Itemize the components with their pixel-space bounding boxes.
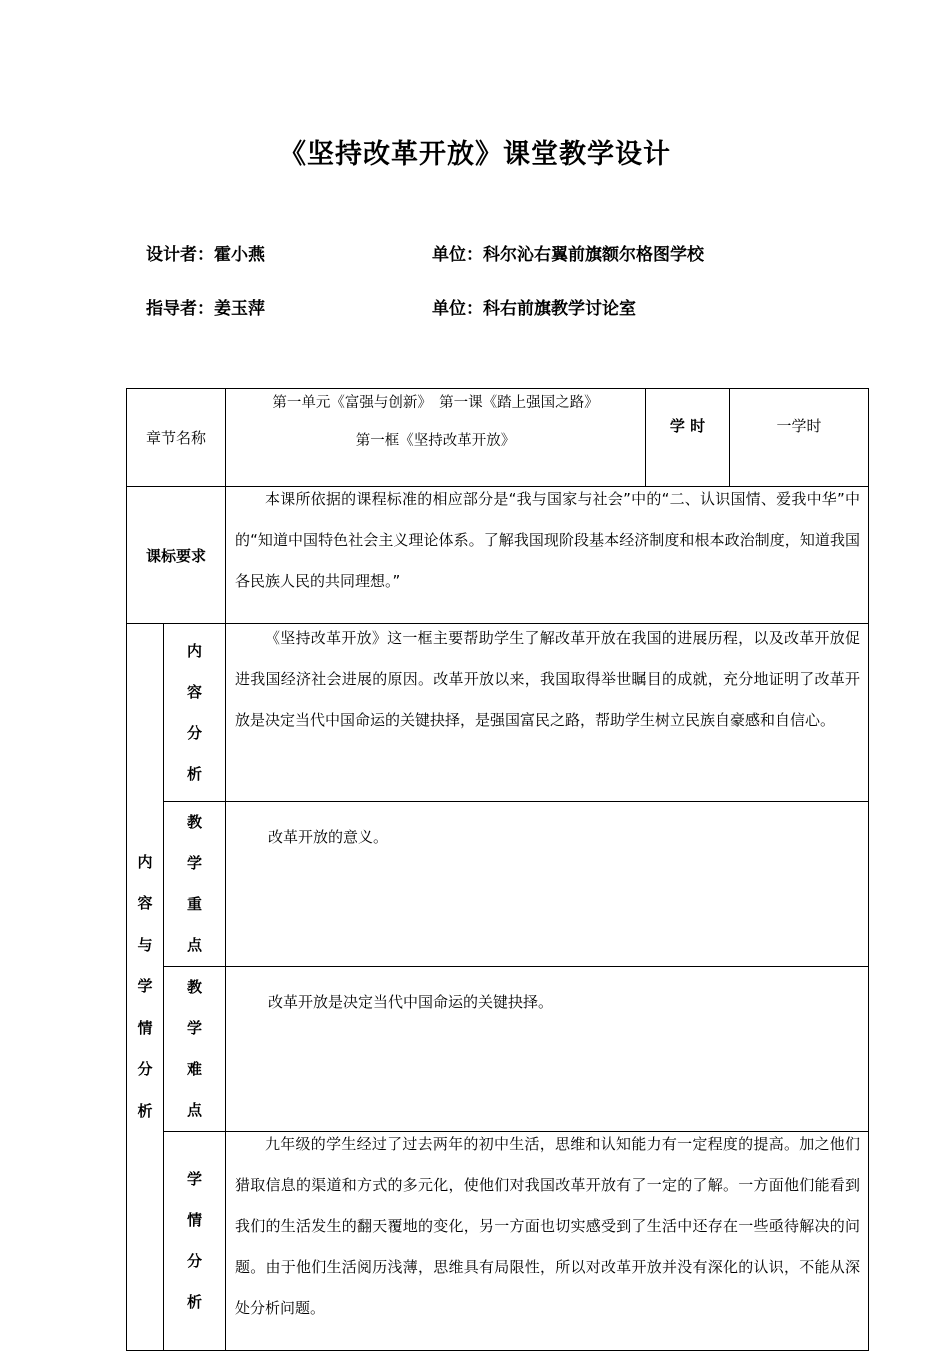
hours-label: 学 时 <box>669 417 706 435</box>
section-char: 容 <box>137 894 153 913</box>
standard-row <box>127 487 869 624</box>
content-text-cell <box>226 624 869 802</box>
advisor-label: 指导者：姜玉萍 <box>146 299 265 319</box>
chapter-label-cell <box>127 389 226 487</box>
section-char: 内 <box>137 852 153 871</box>
designer-unit: 单位：科尔沁右翼前旗额尔格图学校 <box>432 245 704 265</box>
chapter-line2: 第一框《坚持改革开放》 <box>355 433 516 449</box>
section-char: 分 <box>137 1060 153 1079</box>
key-label-cell <box>164 802 226 967</box>
chapter-label: 章节名称 <box>146 429 207 447</box>
key-label-line: 教 学 <box>187 813 213 872</box>
standard-label: 课标要求 <box>146 546 207 565</box>
hours-value: 一学时 <box>776 417 822 435</box>
standard-text: 本课所依据的课程标准的相应部分是“我与国家与社会”中的“二、认识国情、爱我中华”中的“知道中国特色社会主义理论体系。了解我国现阶段基本经济制度和根本政治制度，知道我国各民族人民的共同理想。” <box>235 490 861 590</box>
content-label-line: 分 析 <box>187 723 213 783</box>
key-text-cell <box>226 802 869 967</box>
learner-row <box>127 1132 869 1351</box>
chapter-line1: 第一单元《富强与创新》 第一课《踏上强国之路》 <box>272 395 599 411</box>
hours-label-cell <box>646 389 730 487</box>
difficult-row <box>127 967 869 1132</box>
key-text: 改革开放的意义。 <box>268 828 389 846</box>
learner-text: 九年级的学生经过了过去两年的初中生活，思维和认知能力有一定程度的提高。加之他们猎取信息的渠道和方式的多元化，使他们对我国改革开放有了一定的了解。一方面他们能看到我们的生活发生的翻天覆地的变化，另一方面也切实感受到了生活中还存在一些亟待解决的问题。由于他们生活阅历浅薄，思维具有局限性，所以对改革开放并没有深化的认识，不能从深处分析问题。 <box>235 1135 861 1317</box>
learner-label-line: 学 情 <box>187 1170 213 1229</box>
content-label-cell <box>164 624 226 802</box>
content-text: 《坚持改革开放》这一框主要帮助学生了解改革开放在我国的进展历程，以及改革开放促进我国经济社会进展的原因。改革开放以来，我国取得举世瞩目的成就，充分地证明了改革开放是决定当代中国命运的关键抉择，是强国富民之路，帮助学生树立民族自豪感和自信心。 <box>235 629 861 729</box>
difficult-label-line: 教 学 <box>187 978 213 1037</box>
designer-label: 设计者：霍小燕 <box>146 245 265 265</box>
section-char: 学 <box>137 977 153 996</box>
difficult-label-line: 难 点 <box>187 1060 213 1119</box>
section-char: 情 <box>137 1018 153 1037</box>
section-char: 与 <box>137 935 153 954</box>
standard-text-cell <box>226 487 869 624</box>
key-row <box>127 802 869 967</box>
content-row <box>127 624 869 802</box>
content-label-line: 内 容 <box>187 641 213 701</box>
section-label-cell <box>127 624 164 1351</box>
learner-text-cell <box>226 1132 869 1351</box>
difficult-label-cell <box>164 967 226 1132</box>
difficult-text: 改革开放是决定当代中国命运的关键抉择。 <box>268 993 554 1011</box>
hours-value-cell <box>730 389 869 487</box>
lesson-table <box>126 388 869 1351</box>
advisor-unit: 单位：科右前旗教学讨论室 <box>432 299 636 319</box>
standard-label-cell <box>127 487 226 624</box>
section-char: 析 <box>137 1101 153 1120</box>
key-label-line: 重 点 <box>187 895 213 954</box>
difficult-text-cell <box>226 967 869 1132</box>
learner-label-cell <box>164 1132 226 1351</box>
chapter-name-cell <box>226 389 646 487</box>
chapter-row <box>127 389 869 487</box>
page-title: 《坚持改革开放》课堂教学设计 <box>279 139 671 170</box>
learner-label-line: 分 析 <box>187 1252 213 1311</box>
section-label <box>127 842 163 1133</box>
